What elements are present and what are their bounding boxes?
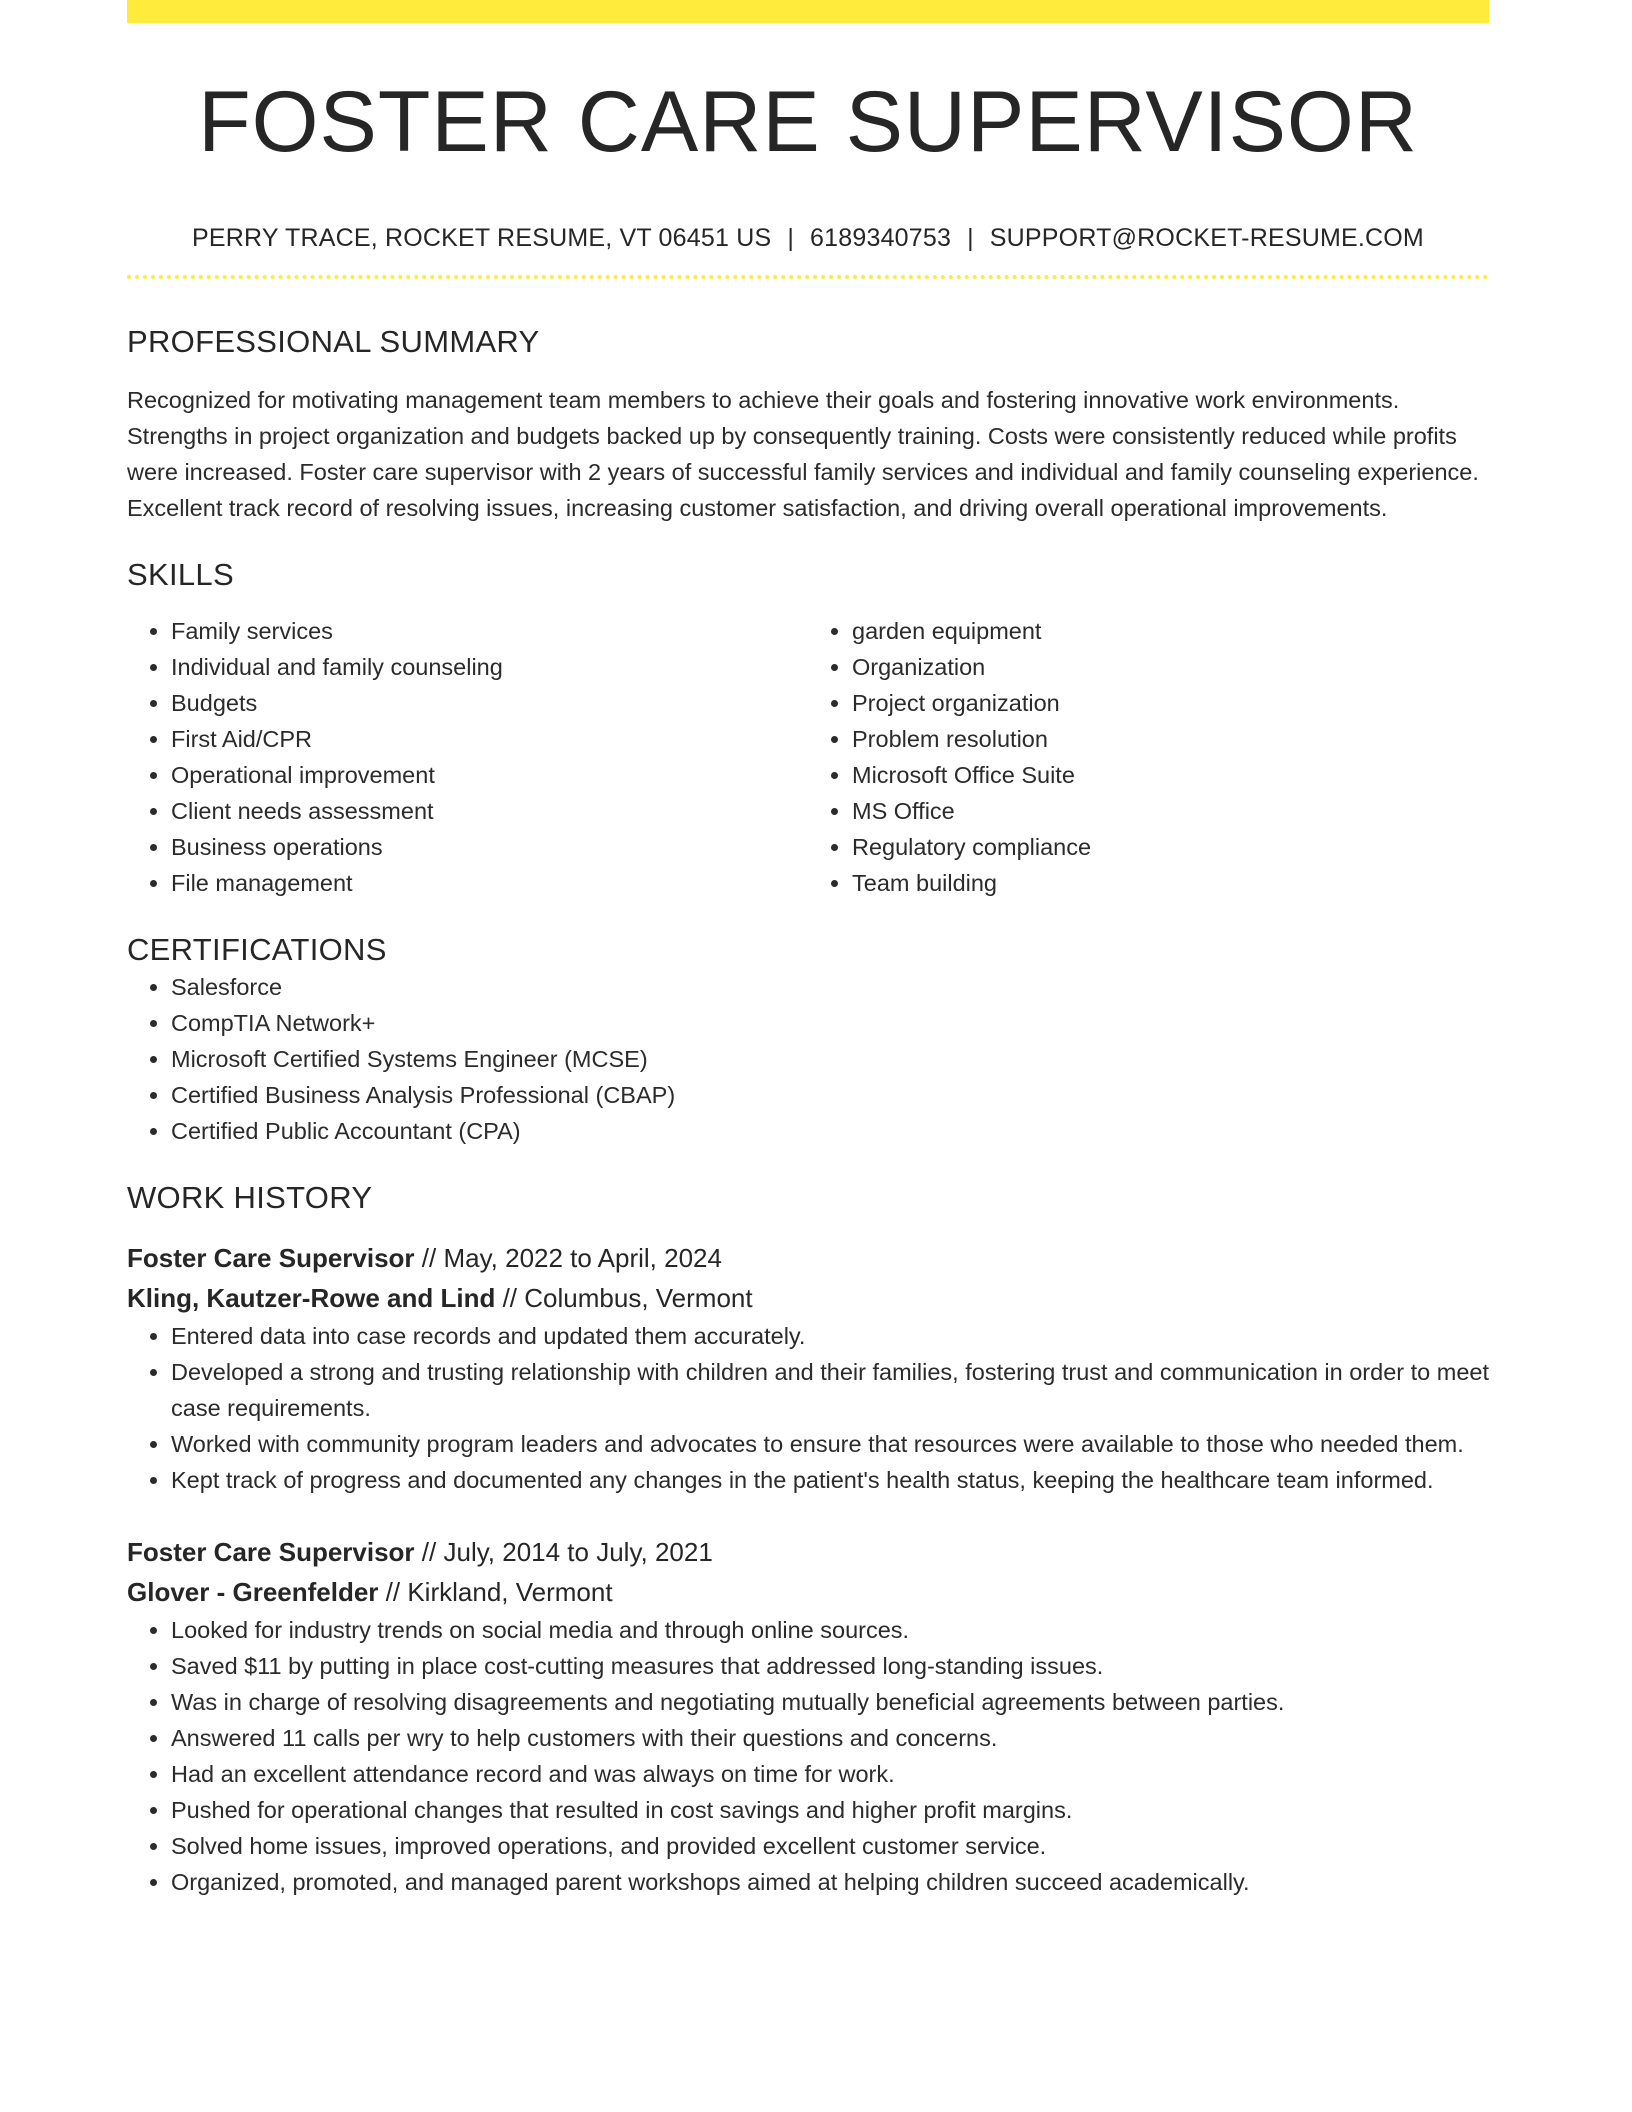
professional-summary-section [127, 323, 1489, 526]
skill-item: • First Aid/CPR [171, 721, 808, 757]
skill-item: • garden equipment [852, 613, 1489, 649]
job-location: Kirkland, Vermont [407, 1576, 613, 1607]
job-separator: // [502, 1282, 518, 1313]
certifications-list [127, 969, 1489, 1149]
contact-phone: 6189340753 [810, 224, 952, 252]
job-dates: May, 2022 to April, 2024 [443, 1242, 722, 1273]
job-company: Glover - Greenfelder [127, 1576, 379, 1607]
work-history-section [127, 1179, 1489, 1900]
job-separator: // [421, 1536, 437, 1567]
resume-title: FOSTER CARE SUPERVISOR [198, 74, 1418, 170]
job-title-line [127, 1238, 1489, 1278]
job-bullet: • Had an excellent attendance record and was always on time for work. [171, 1756, 1489, 1792]
job-bullet: • Pushed for operational changes that resulted in cost savings and higher profit margins. [171, 1792, 1489, 1828]
contact-address: PERRY TRACE, ROCKET RESUME, VT 06451 US [192, 224, 772, 252]
job-bullet: • Was in charge of resolving disagreements and negotiating mutually beneficial agreements between parties. [171, 1684, 1489, 1720]
certifications-section [127, 931, 1489, 1148]
job-title: Foster Care Supervisor [127, 1242, 415, 1273]
skills-section [127, 556, 1489, 901]
contact-separator: | [787, 224, 795, 252]
job-entry [127, 1532, 1489, 1900]
skill-item: • Project organization [852, 685, 1489, 721]
skill-item: • Organization [852, 649, 1489, 685]
job-title-line [127, 1532, 1489, 1572]
skill-item: • Individual and family counseling [171, 649, 808, 685]
skill-item: • Budgets [171, 685, 808, 721]
job-separator: // [421, 1242, 437, 1273]
job-bullets [127, 1612, 1489, 1900]
skill-item: • File management [171, 865, 808, 901]
certification-item: • Salesforce [171, 969, 1489, 1005]
job-company: Kling, Kautzer-Rowe and Lind [127, 1282, 496, 1313]
summary-text: Recognized for motivating management team members to achieve their goals and fostering innovative work environments. Strengths in project organization and budgets backed up by consequently training. Costs were consistently reduced while profits were increased. Foster care supervisor with 2 years of successful family services and individual and family counseling experience. Excellent track record of resolving issues, increasing customer satisfaction, and driving overall operational improvements. [127, 387, 1479, 522]
skill-item: • Family services [171, 613, 808, 649]
job-location: Columbus, Vermont [524, 1282, 753, 1313]
job-bullet: • Worked with community program leaders and advocates to ensure that resources were available to those who needed them. [171, 1426, 1489, 1462]
accent-top-bar [127, 0, 1489, 23]
contact-separator: | [967, 224, 974, 252]
job-company-line [127, 1278, 1489, 1318]
certification-item: • Microsoft Certified Systems Engineer (MCSE) [171, 1041, 1489, 1077]
certification-item: • Certified Business Analysis Professional (CBAP) [171, 1077, 1489, 1113]
job-bullet: • Looked for industry trends on social media and through online sources. [171, 1612, 1489, 1648]
skill-item: • Team building [852, 865, 1489, 901]
job-bullet: • Developed a strong and trusting relationship with children and their families, fostering trust and communication in order to meet case requirements. [171, 1354, 1489, 1426]
section-heading: WORK HISTORY [127, 1179, 373, 1215]
section-heading: SKILLS [127, 557, 234, 593]
contact-email: SUPPORT@ROCKET-RESUME.COM [989, 224, 1424, 252]
job-separator: // [385, 1576, 401, 1607]
job-bullet: • Entered data into case records and updated them accurately. [171, 1318, 1489, 1354]
skills-grid [127, 613, 1489, 901]
skill-item: • Microsoft Office Suite [852, 757, 1489, 793]
job-entry [127, 1238, 1489, 1498]
skill-item: • Business operations [171, 829, 808, 865]
job-bullet: • Saved $11 by putting in place cost-cutting measures that addressed long-standing issues. [171, 1648, 1489, 1684]
skills-column-left [127, 613, 808, 901]
job-title: Foster Care Supervisor [127, 1536, 415, 1567]
dotted-divider [127, 275, 1489, 279]
job-bullet: • Organized, promoted, and managed parent workshops aimed at helping children succeed academically. [171, 1864, 1489, 1900]
contact-line [127, 223, 1489, 253]
certification-item: • CompTIA Network+ [171, 1005, 1489, 1041]
skill-item: • MS Office [852, 793, 1489, 829]
section-heading: CERTIFICATIONS [127, 932, 387, 968]
skill-item: • Regulatory compliance [852, 829, 1489, 865]
job-bullet: • Solved home issues, improved operations, and provided excellent customer service. [171, 1828, 1489, 1864]
skill-item: • Problem resolution [852, 721, 1489, 757]
job-bullet: • Kept track of progress and documented any changes in the patient's health status, keeping the healthcare team informed. [171, 1462, 1489, 1498]
job-bullets [127, 1318, 1489, 1498]
skills-column-right [808, 613, 1489, 901]
job-company-line [127, 1572, 1489, 1612]
skill-item: • Client needs assessment [171, 793, 808, 829]
job-bullet: • Answered 11 calls per wry to help customers with their questions and concerns. [171, 1720, 1489, 1756]
certification-item: • Certified Public Accountant (CPA) [171, 1113, 1489, 1149]
skill-item: • Operational improvement [171, 757, 808, 793]
resume-page [127, 0, 1489, 1900]
section-heading: PROFESSIONAL SUMMARY [127, 324, 540, 359]
job-dates: July, 2014 to July, 2021 [443, 1536, 713, 1567]
